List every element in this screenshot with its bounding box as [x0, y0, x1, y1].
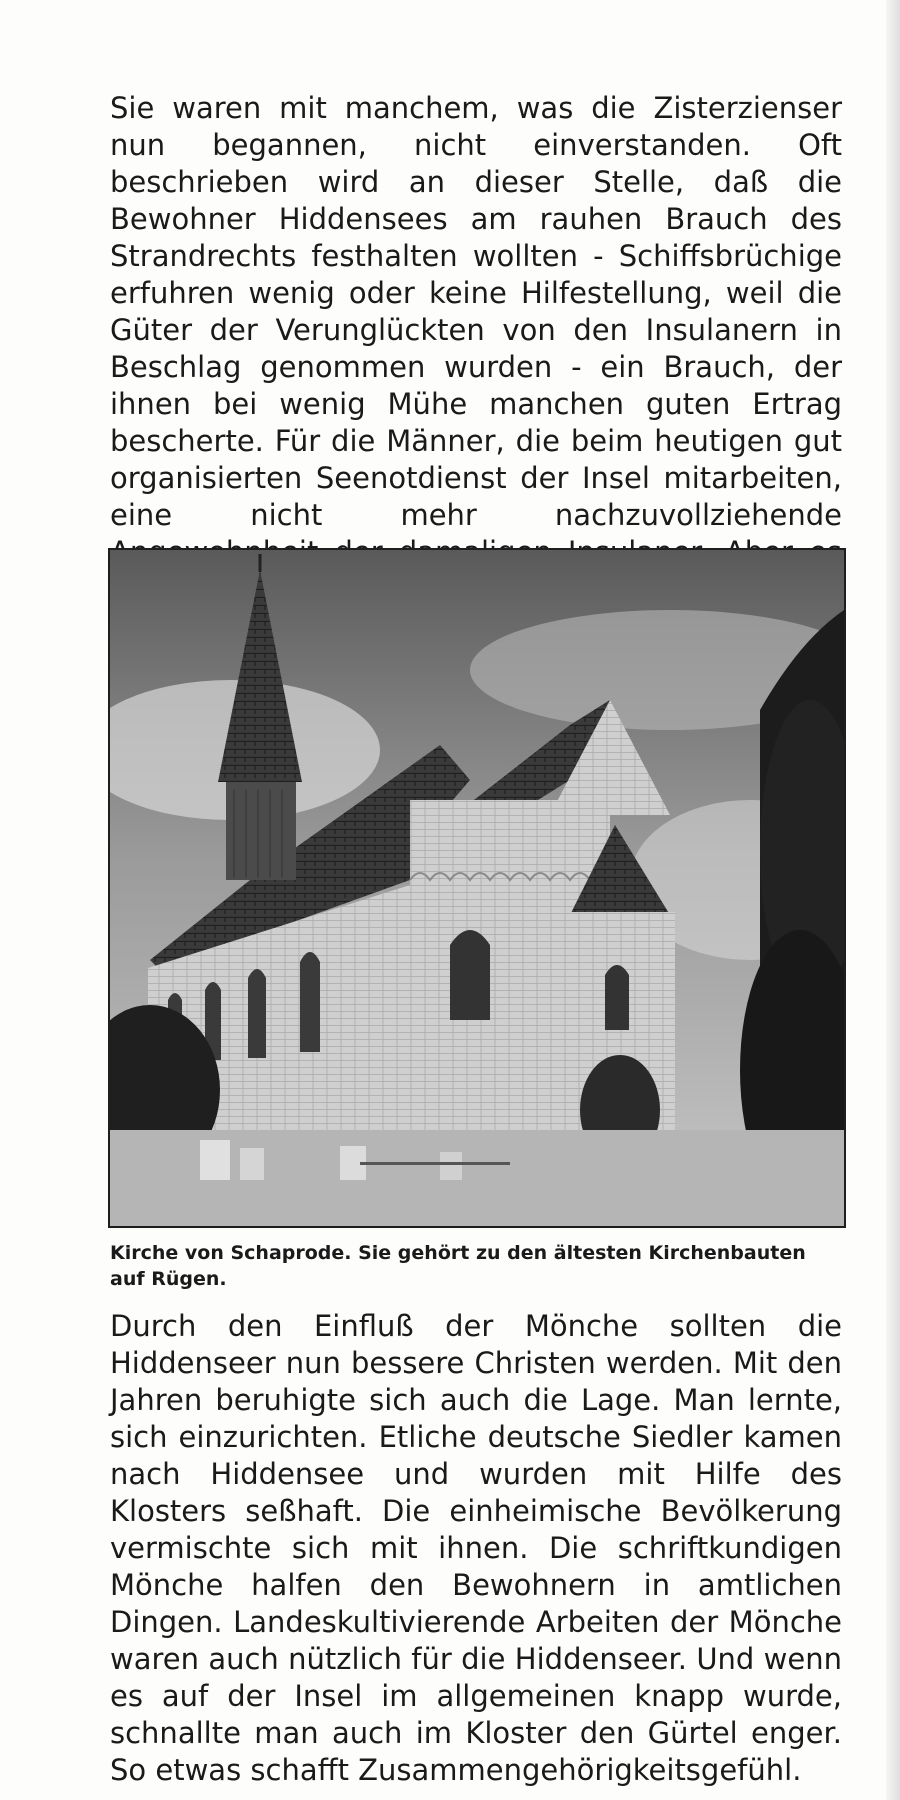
photo-caption: Kirche von Schaprode. Sie gehört zu den ältesten Kirchenbauten auf Rügen. — [110, 1242, 806, 1290]
gravestone — [240, 1148, 264, 1180]
page-edge — [886, 0, 900, 1800]
church-photo — [108, 548, 846, 1228]
paragraph-1: Sie waren mit manchem, was die Zisterzienser nun begannen, nicht einverstanden. Oft beschrieben wird an dieser Stelle, daß die Bewohner Hiddensees am rauhen Brauch des Strandrechts festhalten wollten - Schiffsbrüchige erfuhren wenig oder keine Hilfestellung, weil die Güter der Verunglückten von den Insulanern in Beschlag genommen wurden - ein Brauch, der ihnen bei wenig Mühe manchen guten Ertrag bescherte. Für die Männer, die beim heutigen gut organisierten Seenotdienst der Insel mitarbeiten, eine nicht mehr nachzuvollziehende — [110, 91, 842, 532]
window — [248, 969, 266, 1058]
chancel-window — [450, 930, 490, 1020]
paragraph-2: Durch den Einfluß der Mönche sollten die Hiddenseer nun bessere Christen werden. Mit den Jahren beruhigte sich auch die Lage. Man lernte, sich einzurichten. Etliche deutsche Siedler kamen nach Hiddensee und wurden mit Hilfe des Klosters seßhaft. Die einheimische Bevölkerung vermischte sich mit ihnen. Die schriftkundigen Mönche halfen den Bewohnern in amtlichen Dingen. Landeskultivierende Arbeiten der Mönche waren auch nützlich für die Hiddenseer. Und wenn es auf der Insel im allgemeinen knapp wurde, schnallte man auch im Kloster den Gürtel enger. So etwas schafft Zusammengehörigkeitsgefühl. — [110, 1309, 842, 1787]
apse-window — [605, 965, 629, 1030]
gravestone — [440, 1152, 462, 1180]
tower — [226, 780, 296, 880]
church-illustration — [110, 550, 844, 1226]
fence — [360, 1162, 510, 1165]
gravestone — [200, 1140, 230, 1180]
window — [300, 952, 320, 1052]
